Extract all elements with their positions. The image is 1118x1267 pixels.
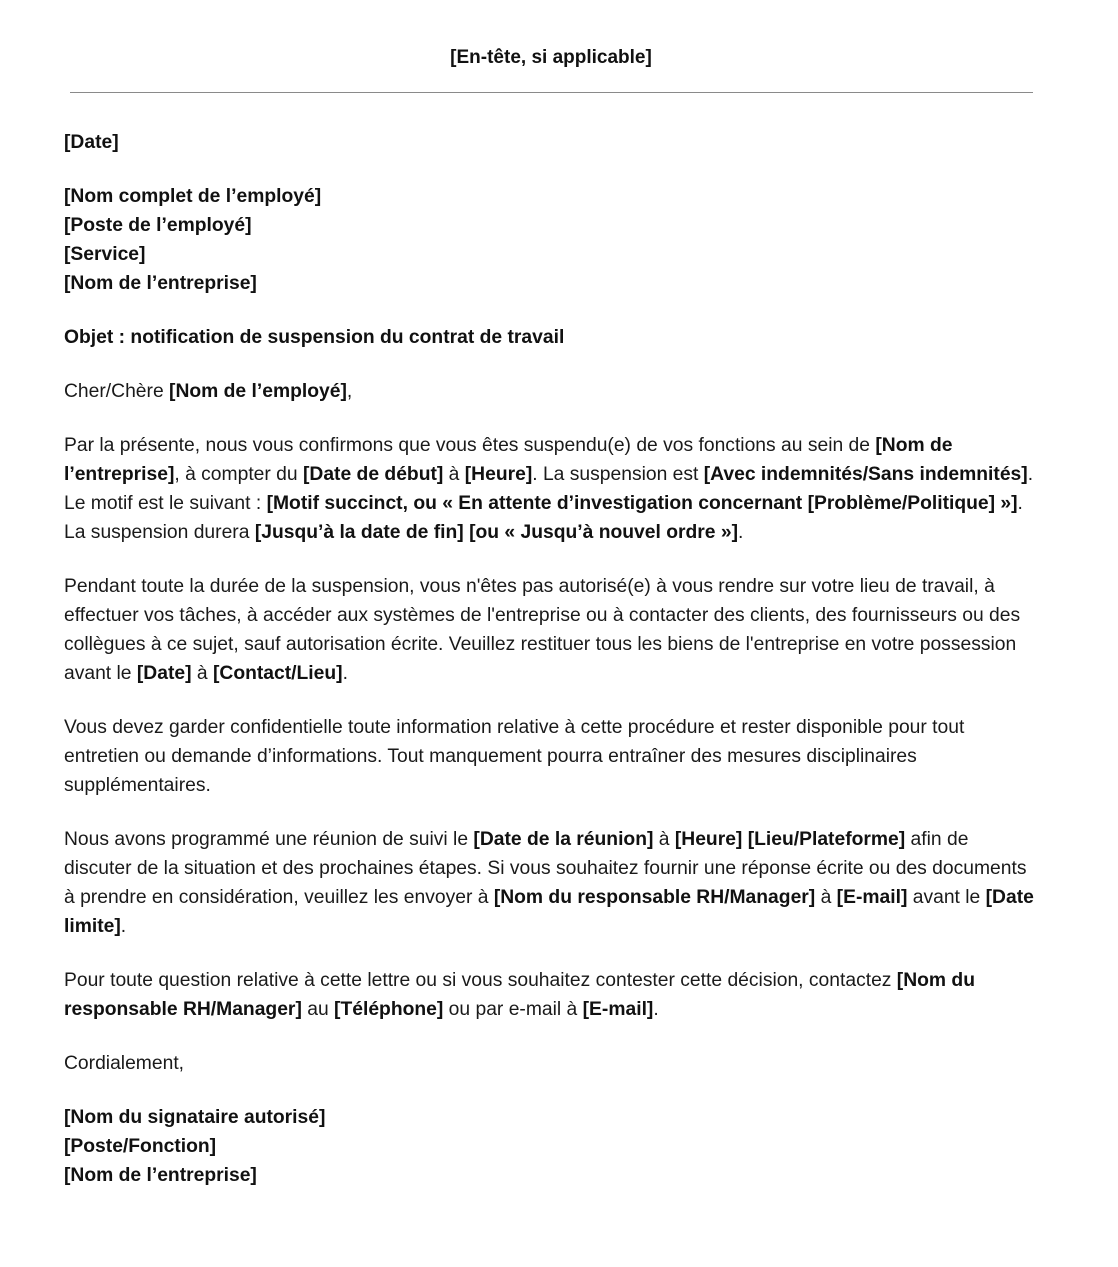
- placeholder-start-date: [Date de début]: [302, 464, 444, 485]
- recipient-department: [Service]: [64, 244, 146, 265]
- subject-line: [64, 323, 1034, 352]
- placeholder-contact-location: [Contact/Lieu]: [212, 663, 343, 684]
- signature-block: [64, 1103, 1034, 1190]
- placeholder-meeting-date: [Date de la réunion]: [473, 829, 654, 850]
- recipient-block: [64, 182, 1034, 298]
- placeholder-deadline: [Date limite]: [64, 887, 1034, 937]
- placeholder-phone: [Téléphone]: [334, 999, 444, 1020]
- placeholder-email: [E-mail]: [836, 887, 908, 908]
- text: , à compter du: [174, 464, 303, 485]
- text: Pour toute question relative à cette lettre ou si vous souhaitez contester cette décision, contactez: [64, 970, 897, 991]
- placeholder-date: [Date]: [136, 663, 192, 684]
- placeholder-time: [Heure]: [464, 464, 533, 485]
- text: .: [342, 663, 348, 684]
- subject-text: Objet : notification de suspension du contrat de travail: [64, 327, 565, 348]
- text: .: [120, 916, 127, 937]
- text: afin de discuter de la situation et des prochaines étapes. Si vous souhaitez fournir une réponse écrite ou des documents à prendre en considération, veuillez les envoyer à: [64, 829, 1027, 908]
- paragraph-confidentiality: [64, 713, 1034, 800]
- letter-body: [64, 128, 1034, 1215]
- date-field: [Date]: [64, 132, 119, 153]
- placeholder-hr-manager: [Nom du responsable RH/Manager]: [493, 887, 816, 908]
- closing-text: Cordialement,: [64, 1053, 185, 1074]
- placeholder-pay-status: [Avec indemnités/Sans indemnités]: [703, 464, 1028, 485]
- recipient-name: [Nom complet de l’employé]: [64, 186, 322, 207]
- text: .: [738, 522, 744, 543]
- signatory-company: [Nom de l’entreprise]: [64, 1165, 257, 1186]
- text: Vous devez garder confidentielle toute information relative à cette procédure et rester disponible pour tout entretien ou demande d’informations. Tout manquement pourra entraîner des mesures disciplinaires supplémentaires.: [64, 717, 965, 796]
- placeholder-reason: [Motif succinct, ou « En attente d’investigation concernant [Problème/Politique] »]: [266, 493, 1018, 514]
- text: à: [653, 829, 675, 850]
- salutation-name: [Nom de l’employé]: [169, 381, 347, 402]
- salutation: [64, 377, 1034, 406]
- text: . La suspension est: [532, 464, 704, 485]
- text: à: [191, 663, 213, 684]
- text: .: [653, 999, 659, 1020]
- placeholder-duration: [Jusqu’à la date de fin] [ou « Jusqu’à nouvel ordre »]: [254, 522, 738, 543]
- placeholder-time-location: [Heure] [Lieu/Plateforme]: [674, 829, 906, 850]
- header-divider: [70, 92, 1033, 93]
- salutation-suffix: ,: [346, 381, 353, 402]
- closing: [64, 1049, 1034, 1078]
- recipient-position: [Poste de l’employé]: [64, 215, 252, 236]
- text: . Le motif est le suivant :: [64, 464, 1034, 514]
- text: . La suspension durera: [64, 493, 1023, 543]
- text: au: [301, 999, 335, 1020]
- text: Par la présente, nous vous confirmons que vous êtes suspendu(e) de vos fonctions au sein de: [64, 435, 876, 456]
- recipient-company: [Nom de l’entreprise]: [64, 273, 257, 294]
- salutation-prefix: Cher/Chère: [64, 381, 170, 402]
- text: Pendant toute la durée de la suspension, vous n'êtes pas autorisé(e) à vous rendre sur votre lieu de travail, à effectuer vos tâches, à accéder aux systèmes de l'entreprise ou à contacter des clients, des fournisseurs ou des collègues à ce sujet, sauf autorisation écrite. Veuillez restituer tous les biens de l'entreprise en votre possession avant le: [64, 576, 1021, 684]
- letterhead-title: [En-tête, si applicable]: [450, 47, 652, 68]
- text: avant le: [907, 887, 986, 908]
- placeholder-company: [Nom de l’entreprise]: [64, 435, 953, 485]
- paragraph-restrictions: [64, 572, 1034, 688]
- paragraph-follow-up-meeting: [64, 825, 1034, 941]
- text: à: [815, 887, 837, 908]
- placeholder-email: [E-mail]: [582, 999, 654, 1020]
- placeholder-hr-manager: [Nom du responsable RH/Manager]: [64, 970, 975, 1020]
- text: ou par e-mail à: [443, 999, 583, 1020]
- signatory-name: [Nom du signataire autorisé]: [64, 1107, 326, 1128]
- text: à: [443, 464, 465, 485]
- paragraph-contact: [64, 966, 1034, 1024]
- text: Nous avons programmé une réunion de suivi le: [64, 829, 474, 850]
- letter-date: [64, 128, 1034, 157]
- paragraph-suspension-notice: [64, 431, 1034, 547]
- signatory-position: [Poste/Fonction]: [64, 1136, 217, 1157]
